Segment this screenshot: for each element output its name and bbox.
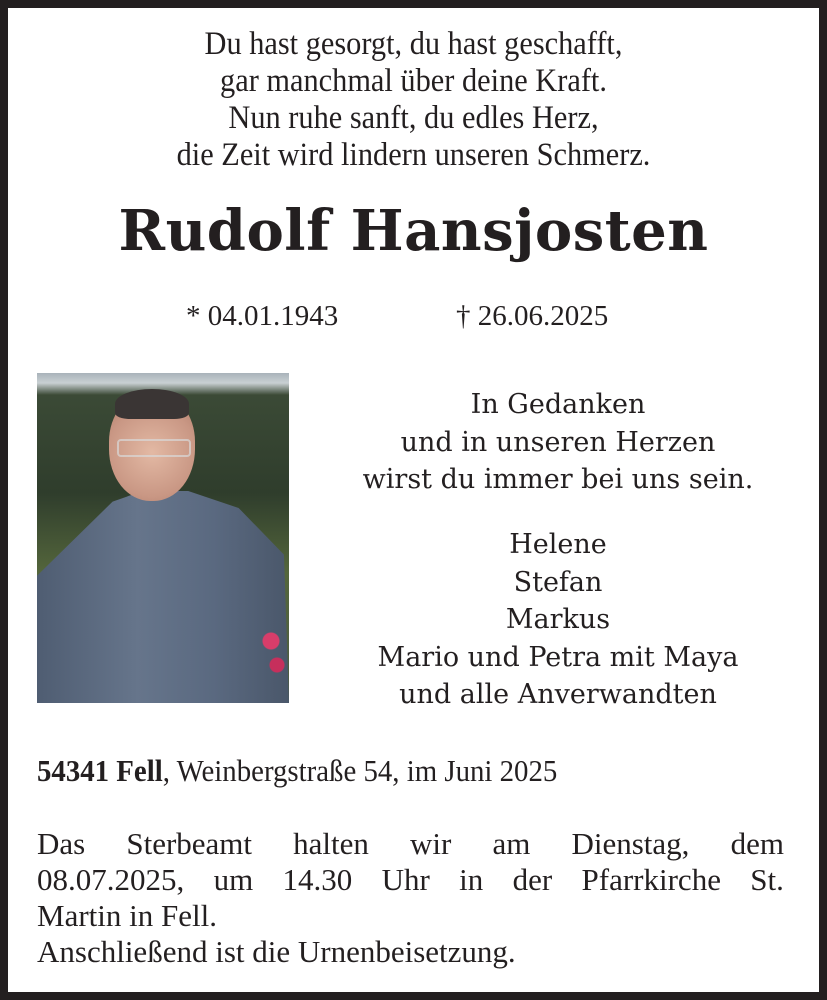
remembrance-line: In Gedanken: [470, 389, 646, 420]
birth-date: [186, 300, 338, 333]
address-line: [37, 753, 557, 789]
poem-line: Du hast gesorgt, du hast geschafft,: [204, 26, 623, 62]
mourner: Stefan: [513, 566, 603, 598]
service-line-2: [37, 862, 784, 898]
birth-date-value: 04.01.1943: [207, 300, 339, 332]
word: St.: [750, 862, 784, 897]
mourner: Mario und Petra mit Maya: [377, 641, 739, 673]
poem-line: gar manchmal über deine Kraft.: [220, 63, 607, 99]
service-line-3: Martin in Fell.: [37, 898, 217, 933]
address-rest: , Weinbergstraße 54, im Juni 2025: [162, 753, 558, 788]
photo-flowers: [259, 623, 289, 683]
photo-shirt: [37, 491, 289, 703]
word: wir: [410, 826, 452, 861]
birth-star-icon: *: [186, 300, 201, 332]
death-date: [456, 300, 608, 333]
photo-hair: [115, 389, 189, 419]
word: halten: [293, 826, 369, 861]
word: Pfarrkirche: [581, 862, 721, 897]
mourner: und alle Anverwandten: [399, 679, 717, 710]
word: Uhr: [381, 862, 430, 897]
service-line-1: [37, 826, 784, 862]
obituary-notice: [8, 8, 819, 992]
service-line-4: Anschließend ist die Urnenbeisetzung.: [37, 934, 516, 969]
word: Dienstag,: [571, 826, 690, 861]
word: um: [213, 862, 254, 897]
word: am: [492, 826, 531, 861]
mourners-list: [328, 526, 788, 714]
poem-line: die Zeit wird lindern unseren Schmerz.: [176, 137, 651, 173]
address-place: 54341 Fell: [37, 753, 163, 788]
word: Sterbeamt: [126, 826, 253, 861]
word: 08.07.2025,: [37, 862, 185, 897]
word: 14.30: [282, 862, 353, 897]
remembrance-text: [328, 386, 788, 499]
remembrance-line: wirst du immer bei uns sein.: [362, 464, 754, 495]
poem-line: Nun ruhe sanft, du edles Herz,: [228, 100, 599, 136]
portrait-photo: [37, 373, 289, 703]
remembrance-line: und in unseren Herzen: [400, 426, 716, 458]
word: in: [459, 862, 484, 897]
death-cross-icon: †: [456, 300, 471, 332]
death-date-value: 26.06.2025: [477, 300, 609, 332]
photo-glasses: [117, 439, 191, 457]
mourner: Helene: [509, 529, 607, 560]
memorial-poem: [40, 26, 786, 174]
deceased-name: Rudolf Hansjosten: [118, 198, 709, 264]
word: dem: [730, 826, 784, 861]
mourner: Markus: [505, 604, 611, 635]
word: der: [512, 862, 553, 897]
service-info: [37, 826, 784, 970]
word: Das: [37, 826, 86, 861]
